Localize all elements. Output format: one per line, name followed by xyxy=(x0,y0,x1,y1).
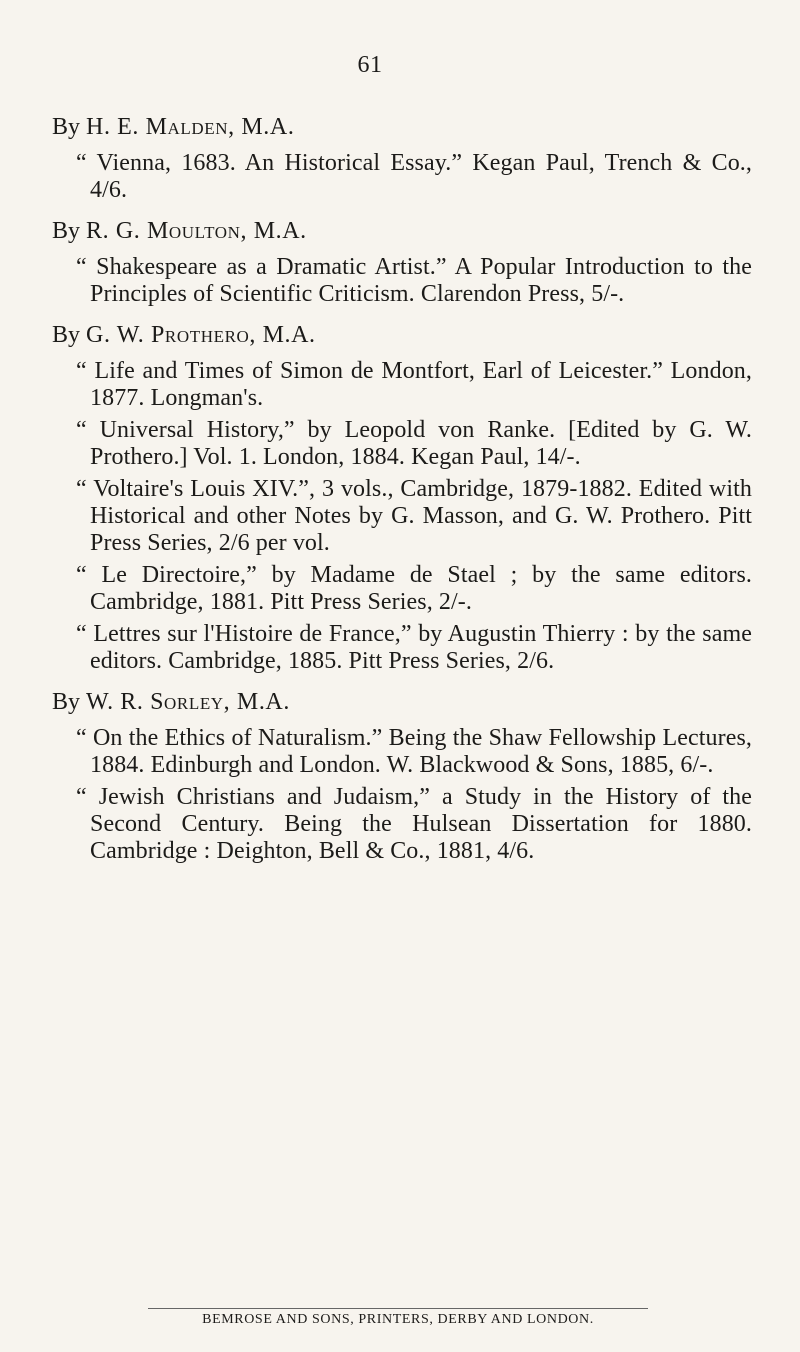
author-heading xyxy=(52,320,752,350)
author-block-prothero xyxy=(52,320,752,675)
bibliography-entry: “ Le Directoire,” by Madame de Stael ; by the same editors. Cambridge, 1881. Pitt Press Series, 2/-. xyxy=(76,562,752,615)
page-number: 61 xyxy=(357,52,383,78)
bibliography-entry: “ Shakespeare as a Dramatic Artist.” A Popular Introduction to the Principles of Scientific Criticism. Clarendon Press, 5/-. xyxy=(76,254,752,307)
bibliography-entry: “ Jewish Christians and Judaism,” a Study in the History of the Second Century. Being the Hulsean Dissertation for 1880. Cambridge : Deighton, Bell & Co., 1881, 4/6. xyxy=(76,784,752,864)
author-name: H. E. Malden, M.A. xyxy=(86,114,295,140)
bibliography-entry: “ On the Ethics of Naturalism.” Being the Shaw Fellowship Lectures, 1884. Edinburgh and London. W. Blackwood & Sons, 1885, 6/-. xyxy=(76,725,752,778)
by-label: By xyxy=(52,218,81,244)
bibliography-entry: “ Universal History,” by Leopold von Ranke. [Edited by G. W. Prothero.] Vol. 1. London, 1884. Kegan Paul, 14/-. xyxy=(76,417,752,470)
author-block-sorley xyxy=(52,687,752,865)
author-block-moulton xyxy=(52,216,752,308)
by-label: By xyxy=(52,322,81,348)
author-heading xyxy=(52,112,752,142)
by-label: By xyxy=(52,114,81,140)
author-name: W. R. Sorley, M.A. xyxy=(86,689,290,715)
bibliography-entry: “ Life and Times of Simon de Montfort, Earl of Leicester.” London, 1877. Longman's. xyxy=(76,358,752,411)
author-name: G. W. Prothero, M.A. xyxy=(86,322,316,348)
by-label: By xyxy=(52,689,81,715)
author-heading xyxy=(52,216,752,246)
bibliography-list xyxy=(52,112,752,877)
author-heading xyxy=(52,687,752,717)
author-name: R. G. Moulton, M.A. xyxy=(86,218,307,244)
printer-imprint: BEMROSE AND SONS, PRINTERS, DERBY AND LONDON. xyxy=(148,1308,648,1328)
author-block-malden xyxy=(52,112,752,204)
bibliography-entry: “ Voltaire's Louis XIV.”, 3 vols., Cambridge, 1879-1882. Edited with Historical and other Notes by G. Masson, and G. W. Prothero. Pitt Press Series, 2/6 per vol. xyxy=(76,476,752,556)
bibliography-entry: “ Lettres sur l'Histoire de France,” by Augustin Thierry : by the same editors. Cambridge, 1885. Pitt Press Series, 2/6. xyxy=(76,621,752,674)
bibliography-entry: “ Vienna, 1683. An Historical Essay.” Kegan Paul, Trench & Co., 4/6. xyxy=(76,150,752,203)
